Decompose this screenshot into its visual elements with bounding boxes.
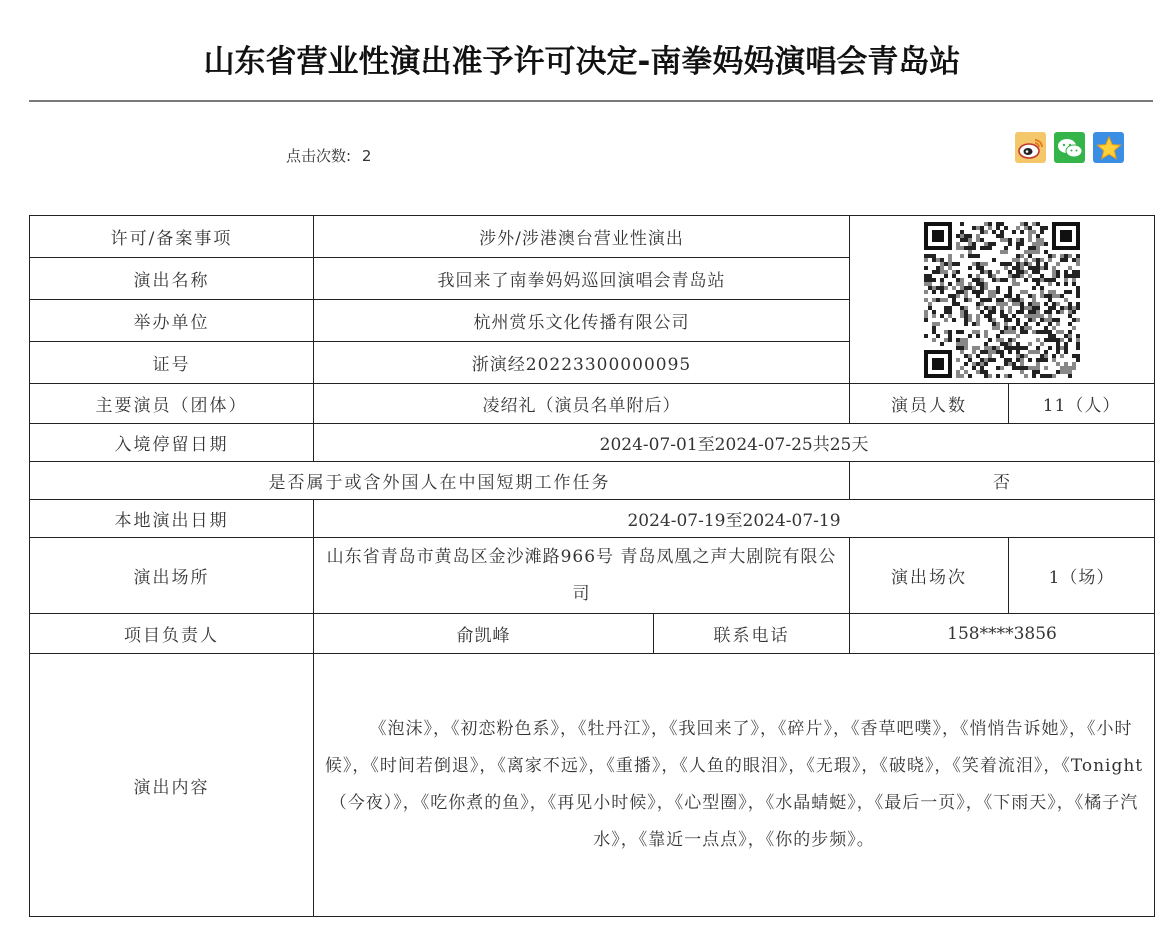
content-value xyxy=(314,654,1155,917)
sessions-value: 1（场） xyxy=(1009,538,1155,614)
show-name-label: 演出名称 xyxy=(30,258,314,300)
organizer-value: 杭州赏乐文化传播有限公司 xyxy=(314,300,850,342)
local-dates-label: 本地演出日期 xyxy=(30,500,314,538)
share-wechat-button[interactable] xyxy=(1054,132,1085,163)
qr-code-cell xyxy=(850,216,1155,384)
click-count-label: 点击次数: xyxy=(286,147,352,165)
license-info-table xyxy=(29,215,1155,917)
table-row xyxy=(30,424,1155,462)
performer-count-value: 11（人） xyxy=(1009,384,1155,424)
content-label: 演出内容 xyxy=(30,654,314,917)
table-row xyxy=(30,500,1155,538)
table-row xyxy=(30,614,1155,654)
phone-label: 联系电话 xyxy=(654,614,850,654)
cert-no-label: 证号 xyxy=(30,342,314,384)
contact-person-value: 俞凯峰 xyxy=(314,614,654,654)
share-weibo-button[interactable] xyxy=(1015,132,1046,163)
sessions-label: 演出场次 xyxy=(850,538,1009,614)
click-count xyxy=(286,145,371,166)
qr-finder-pattern xyxy=(932,230,944,242)
content-text: 《泡沫》，《初恋粉色系》，《牡丹江》，《我回来了》，《碎片》，《香草吧噗》，《悄悄告诉她》，《小时候》，《时间若倒退》，《离家不远》，《重播》，《人鱼的眼泪》，《无瑕》，《破晓》，《笑着流泪》，《Tonight（今夜）》，《吃你煮的鱼》，《再见小时候》，《心型圈》，《水晶蜻蜓》，《最后一页》，《下雨天》，《橘子汽水》，《靠近一点点》，《你的步频》。 xyxy=(324,719,1144,850)
table-row xyxy=(30,216,1155,258)
license-item-label: 许可/备案事项 xyxy=(30,216,314,258)
table-row xyxy=(30,384,1155,424)
performer-count-label: 演员人数 xyxy=(850,384,1009,424)
local-dates-value: 2024-07-19至2024-07-19 xyxy=(314,500,1155,538)
table-row xyxy=(30,462,1155,500)
performers-value: 凌绍礼（演员名单附后） xyxy=(314,384,850,424)
stay-dates-label: 入境停留日期 xyxy=(30,424,314,462)
performers-label: 主要演员（团体） xyxy=(30,384,314,424)
share-qzone-button[interactable] xyxy=(1093,132,1124,163)
wechat-icon xyxy=(1057,137,1083,159)
title-divider xyxy=(29,100,1153,102)
weibo-icon xyxy=(1018,137,1044,159)
contact-person-label: 项目负责人 xyxy=(30,614,314,654)
short-term-value: 否 xyxy=(850,462,1155,500)
show-name-value: 我回来了南拳妈妈巡回演唱会青岛站 xyxy=(314,258,850,300)
table-row xyxy=(30,654,1155,917)
venue-value: 山东省青岛市黄岛区金沙滩路966号 青岛凤凰之声大剧院有限公司 xyxy=(314,538,850,614)
phone-value: 158****3856 xyxy=(850,614,1155,654)
license-item-value: 涉外/涉港澳台营业性演出 xyxy=(314,216,850,258)
venue-label: 演出场所 xyxy=(30,538,314,614)
table-row xyxy=(30,538,1155,614)
organizer-label: 举办单位 xyxy=(30,300,314,342)
qzone-star-icon xyxy=(1096,135,1122,161)
qr-finder-pattern xyxy=(932,358,944,370)
short-term-label: 是否属于或含外国人在中国短期工作任务 xyxy=(30,462,850,500)
cert-no-value: 浙演经20223300000095 xyxy=(314,342,850,384)
qr-finder-pattern xyxy=(1060,230,1072,242)
qr-code xyxy=(924,222,1080,378)
page-title: 山东省营业性演出准予许可决定-南拳妈妈演唱会青岛站 xyxy=(203,44,961,80)
click-count-value: 2 xyxy=(361,147,372,165)
stay-dates-value: 2024-07-01至2024-07-25共25天 xyxy=(314,424,1155,462)
